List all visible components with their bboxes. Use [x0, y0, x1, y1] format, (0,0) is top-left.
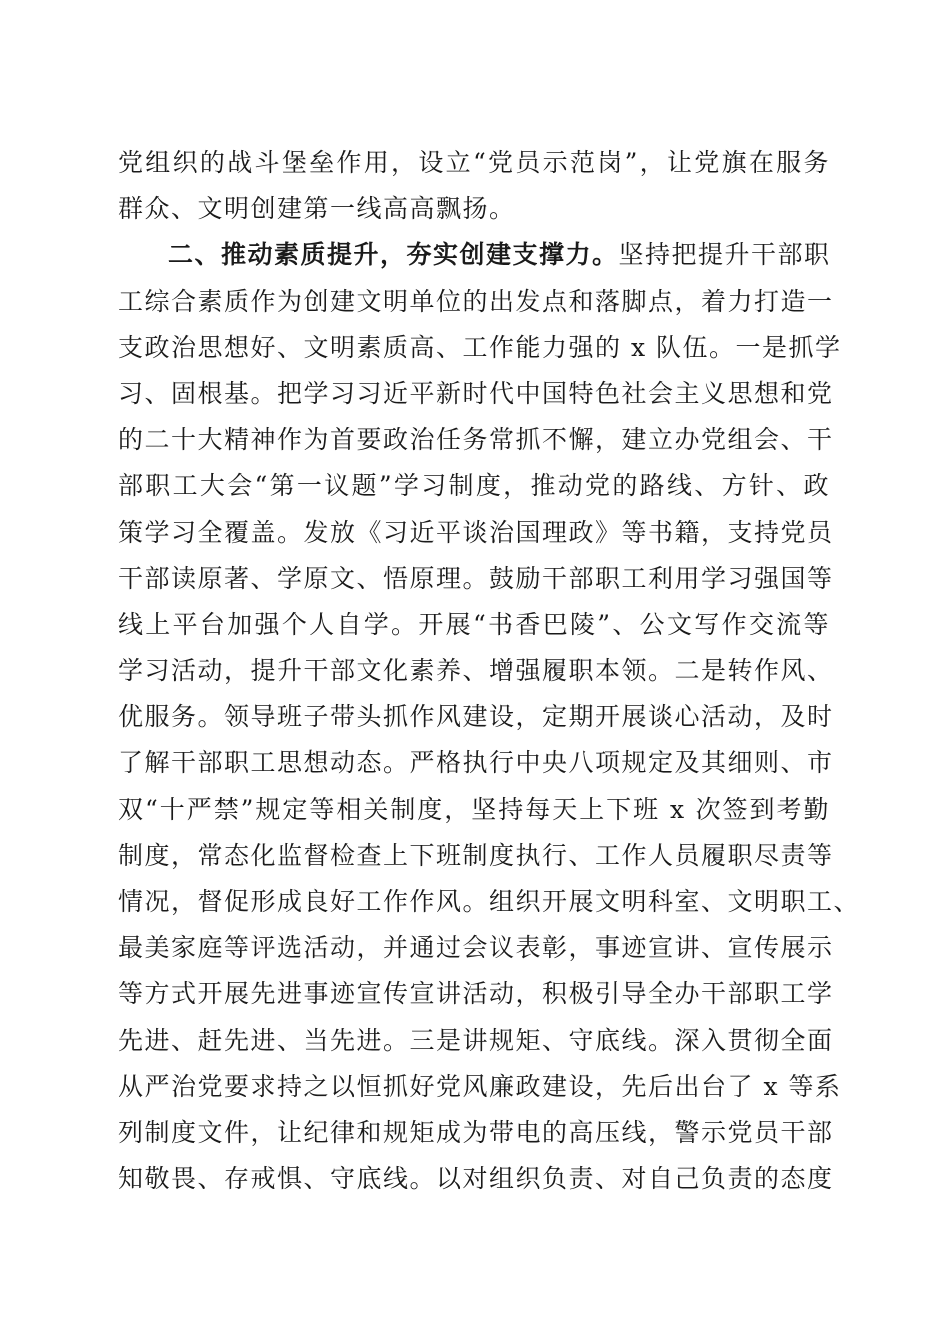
body-line: 党组织的战斗堡垒作用，设立“党员示范岗”，让党旗在服务 [118, 148, 830, 177]
body-line: 情况，督促形成良好工作作风。组织开展文明科室、文明职工、 [118, 887, 861, 916]
body-line: 习、固根基。把学习习近平新时代中国特色社会主义思想和党 [118, 378, 834, 408]
section-heading: 二、推动素质提升，夯实创建支撑力。 [168, 240, 619, 270]
body-line: 先进、赶先进、当先进。三是讲规矩、守底线。深入贯彻全面 [118, 1025, 834, 1055]
body-line: 部职工大会“第一议题”学习制度，推动党的路线、方针、政 [118, 471, 830, 501]
body-line: 制度，常态化监督检查上下班制度执行、工作人员履职尽责等 [118, 840, 834, 870]
body-line: 策学习全覆盖。发放《习近平谈治国理政》等书籍，支持党员 [118, 517, 834, 547]
body-line: 知敬畏、存戒惧、守底线。以对组织负责、对自己负责的态度 [118, 1164, 834, 1194]
body-line: 双“十严禁”规定等相关制度，坚持每天上下班 x 次签到考勤 [118, 794, 830, 824]
body-line: 线上平台加强个人自学。开展“书香巴陵”、公文写作交流等 [118, 609, 830, 639]
body-line: 群众、文明创建第一线高高飘扬。 [118, 194, 516, 224]
body-line: 等方式开展先进事迹宣传宣讲活动，积极引导全办干部职工学 [118, 979, 834, 1009]
body-line: 列制度文件，让纪律和规矩成为带电的高压线，警示党员干部 [118, 1117, 834, 1147]
body-line: 学习活动，提升干部文化素养、增强履职本领。二是转作风、 [118, 656, 834, 686]
body-line: 支政治思想好、文明素质高、工作能力强的 x 队伍。一是抓学 [118, 332, 842, 362]
body-line: 干部读原著、学原文、悟原理。鼓励干部职工利用学习强国等 [118, 563, 834, 593]
body-line: 最美家庭等评选活动，并通过会议表彰，事迹宣讲、宣传展示 [118, 933, 834, 963]
section-first-line [118, 232, 830, 278]
body-line: 的二十大精神作为首要政治任务常抓不懈，建立办党组会、干 [118, 425, 834, 455]
body-line: 优服务。领导班子带头抓作风建设，定期开展谈心活动，及时 [118, 702, 834, 732]
body-line: 从严治党要求持之以恒抓好党风廉政建设，先后出台了 x 等系 [118, 1071, 842, 1101]
body-line: 了解干部职工思想动态。严格执行中央八项规定及其细则、市 [118, 748, 834, 778]
document-page [118, 140, 861, 1202]
body-line: 工综合素质作为创建文明单位的出发点和落脚点，着力打造一 [118, 286, 834, 316]
body-text: 坚持把提升干部职 [618, 240, 831, 270]
